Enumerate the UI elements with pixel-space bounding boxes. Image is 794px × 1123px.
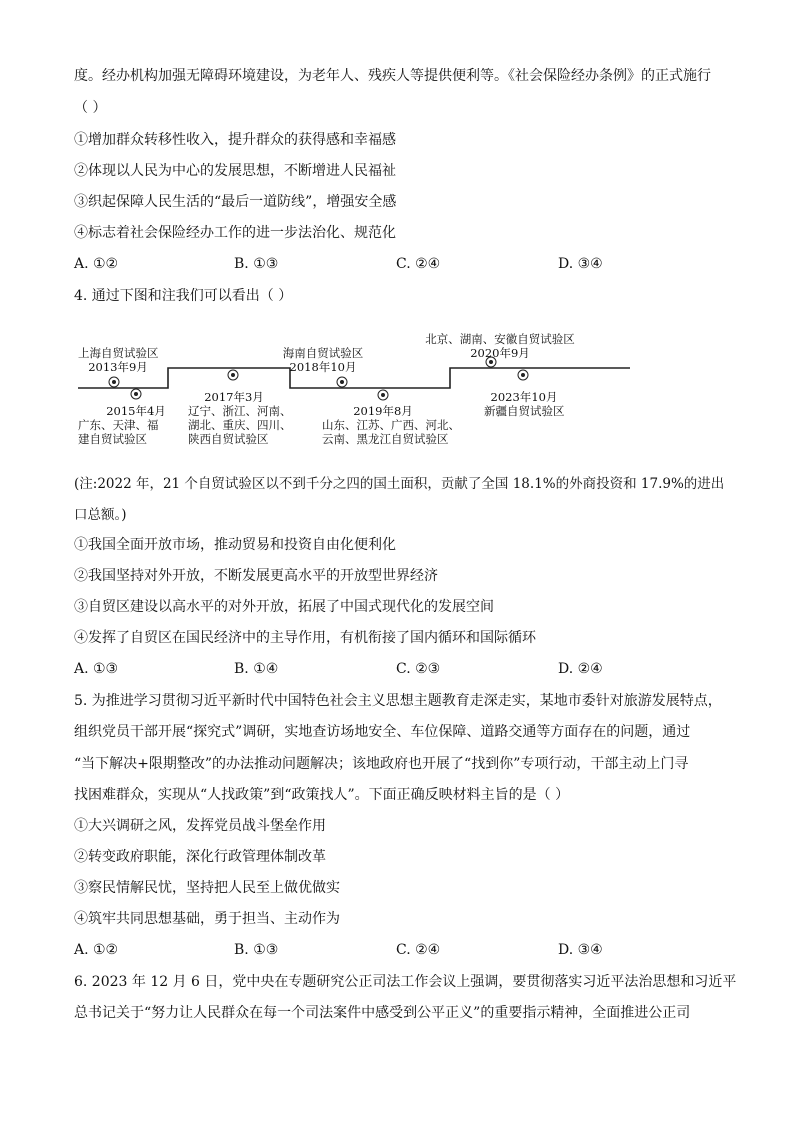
label-line: 云南、黑龙江自贸试验区 (322, 432, 449, 446)
label-line: 建自贸试验区 (78, 432, 147, 446)
label-line: 山东、江苏、广西、河北、 (322, 418, 460, 432)
timeline-bottom-label-2015-regions (78, 418, 159, 446)
timeline-bottom-label-2023 (484, 390, 564, 418)
q5-statement-4: ④筑牢共同思想基础，勇于担当、主动作为 (74, 911, 340, 927)
label-line: 广东、天津、福 (78, 418, 159, 432)
q3-statement-2: ②体现以人民为中心的发展思想，不断增进人民福祉 (74, 163, 396, 179)
q4-option-b[interactable]: B. ①④ (234, 661, 279, 677)
q3-answer-blank: （ ） (74, 100, 107, 116)
label-line: 海南自贸试验区 (282, 346, 364, 360)
q5-statement-1: ①大兴调研之风，发挥党员战斗堡垒作用 (74, 818, 326, 834)
q3-statement-1: ①增加群众转移性收入，提升群众的获得感和幸福感 (74, 132, 396, 148)
timeline-bottom-label-2017-regions (188, 404, 292, 446)
q5-option-b[interactable]: B. ①③ (234, 942, 279, 958)
q5-statement-2: ②转变政府职能，深化行政管理体制改革 (74, 849, 326, 865)
timeline-marker-2018 (337, 377, 347, 387)
q5-stem-line-1: 5. 为推进学习贯彻习近平新时代中国特色社会主义思想主题教育走深走实，某地市委针对旅游发展特点， (74, 693, 722, 709)
label-date: 2018年10月 (289, 360, 357, 374)
q4-statement-1: ①我国全面开放市场，推动贸易和投资自由化便利化 (74, 537, 396, 553)
label-date: 2017年3月 (204, 390, 264, 404)
timeline-top-label-beijing (420, 332, 580, 360)
label-date: 2015年4月 (106, 404, 166, 418)
timeline-top-label-hainan (280, 346, 366, 374)
label-date: 2013年9月 (88, 360, 148, 374)
timeline-bottom-label-2017 (198, 390, 270, 404)
q5-option-a[interactable]: A. ①② (74, 942, 119, 958)
q4-option-a[interactable]: A. ①③ (74, 661, 119, 677)
q4-stem: 4. 通过下图和注我们可以看出（ ） (74, 288, 293, 304)
q6-stem-line-2: 总书记关于“努力让人民群众在每一个司法案件中感受到公平正义”的重要指示精神，全面推进公正司 (74, 1005, 691, 1021)
q5-option-c[interactable]: C. ②④ (396, 942, 441, 958)
timeline-marker-2013 (109, 377, 119, 387)
q4-note-line-1: (注:2022 年，21 个自贸试验区以不到千分之四的国土面积，贡献了全国 18.1%的外商投资和 17.9%的进出 (74, 476, 725, 492)
q4-note-line-2: 口总额。) (74, 507, 127, 523)
label-date: 2023年10月 (490, 390, 558, 404)
timeline-bottom-label-2015 (96, 404, 176, 418)
q3-option-b[interactable]: B. ①③ (234, 256, 279, 272)
q5-stem-line-2: 组织党员干部开展“探究式”调研，实地查访场地安全、车位保障、道路交通等方面存在的问题，通过 (74, 724, 691, 740)
timeline-top-label-shanghai (78, 346, 158, 374)
q3-option-a[interactable]: A. ①② (74, 256, 119, 272)
timeline-marker-2019 (378, 390, 388, 400)
q6-stem-line-1: 6. 2023 年 12 月 6 日，党中央在专题研究公正司法工作会议上强调，要贯彻落实习近平法治思想和习近平 (74, 974, 737, 990)
q5-statement-3: ③察民情解民忧，坚持把人民至上做优做实 (74, 880, 340, 896)
q3-option-c[interactable]: C. ②④ (396, 256, 441, 272)
timeline-marker-2015 (131, 389, 141, 399)
timeline-marker-2017 (228, 370, 238, 380)
q4-option-c[interactable]: C. ②③ (396, 661, 441, 677)
timeline-marker-2023 (518, 370, 528, 380)
free-trade-zone-timeline (74, 330, 634, 450)
q4-statement-2: ②我国坚持对外开放，不断发展更高水平的开放型世界经济 (74, 568, 438, 584)
q3-stem-line: 度。经办机构加强无障碍环境建设，为老年人、残疾人等提供便利等。《社会保险经办条例》的正式施行 (74, 68, 711, 84)
q4-statement-4: ④发挥了自贸区在国民经济中的主导作用，有机衔接了国内循环和国际循环 (74, 630, 536, 646)
label-date: 2020年9月 (470, 346, 530, 360)
label-line: 上海自贸试验区 (78, 346, 159, 360)
q3-statement-3: ③织起保障人民生活的“最后一道防线”，增强安全感 (74, 194, 397, 210)
label-line: 湖北、重庆、四川、 (188, 418, 292, 432)
label-line: 陕西自贸试验区 (188, 432, 269, 446)
label-line: 辽宁、浙江、河南、 (188, 404, 292, 418)
label-line: 新疆自贸试验区 (484, 404, 565, 418)
label-date: 2019年8月 (353, 404, 413, 418)
q4-statement-3: ③自贸区建设以高水平的对外开放，拓展了中国式现代化的发展空间 (74, 599, 494, 615)
timeline-bottom-label-2019 (346, 404, 420, 418)
timeline-bottom-label-2019-regions (322, 418, 460, 446)
q5-option-d[interactable]: D. ③④ (558, 942, 603, 958)
q4-option-d[interactable]: D. ②④ (558, 661, 603, 677)
q5-stem-line-4: 找困难群众，实现从“人找政策”到“政策找人”。下面正确反映材料主旨的是（ ） (74, 787, 570, 803)
label-line: 北京、湖南、安徽自贸试验区 (425, 332, 575, 346)
q3-statement-4: ④标志着社会保险经办工作的进一步法治化、规范化 (74, 225, 396, 241)
q3-option-d[interactable]: D. ③④ (558, 256, 603, 272)
q5-stem-line-3: “当下解决+限期整改”的办法推动问题解决；该地政府也开展了“找到你”专项行动，干部主动上门寻 (74, 756, 689, 772)
